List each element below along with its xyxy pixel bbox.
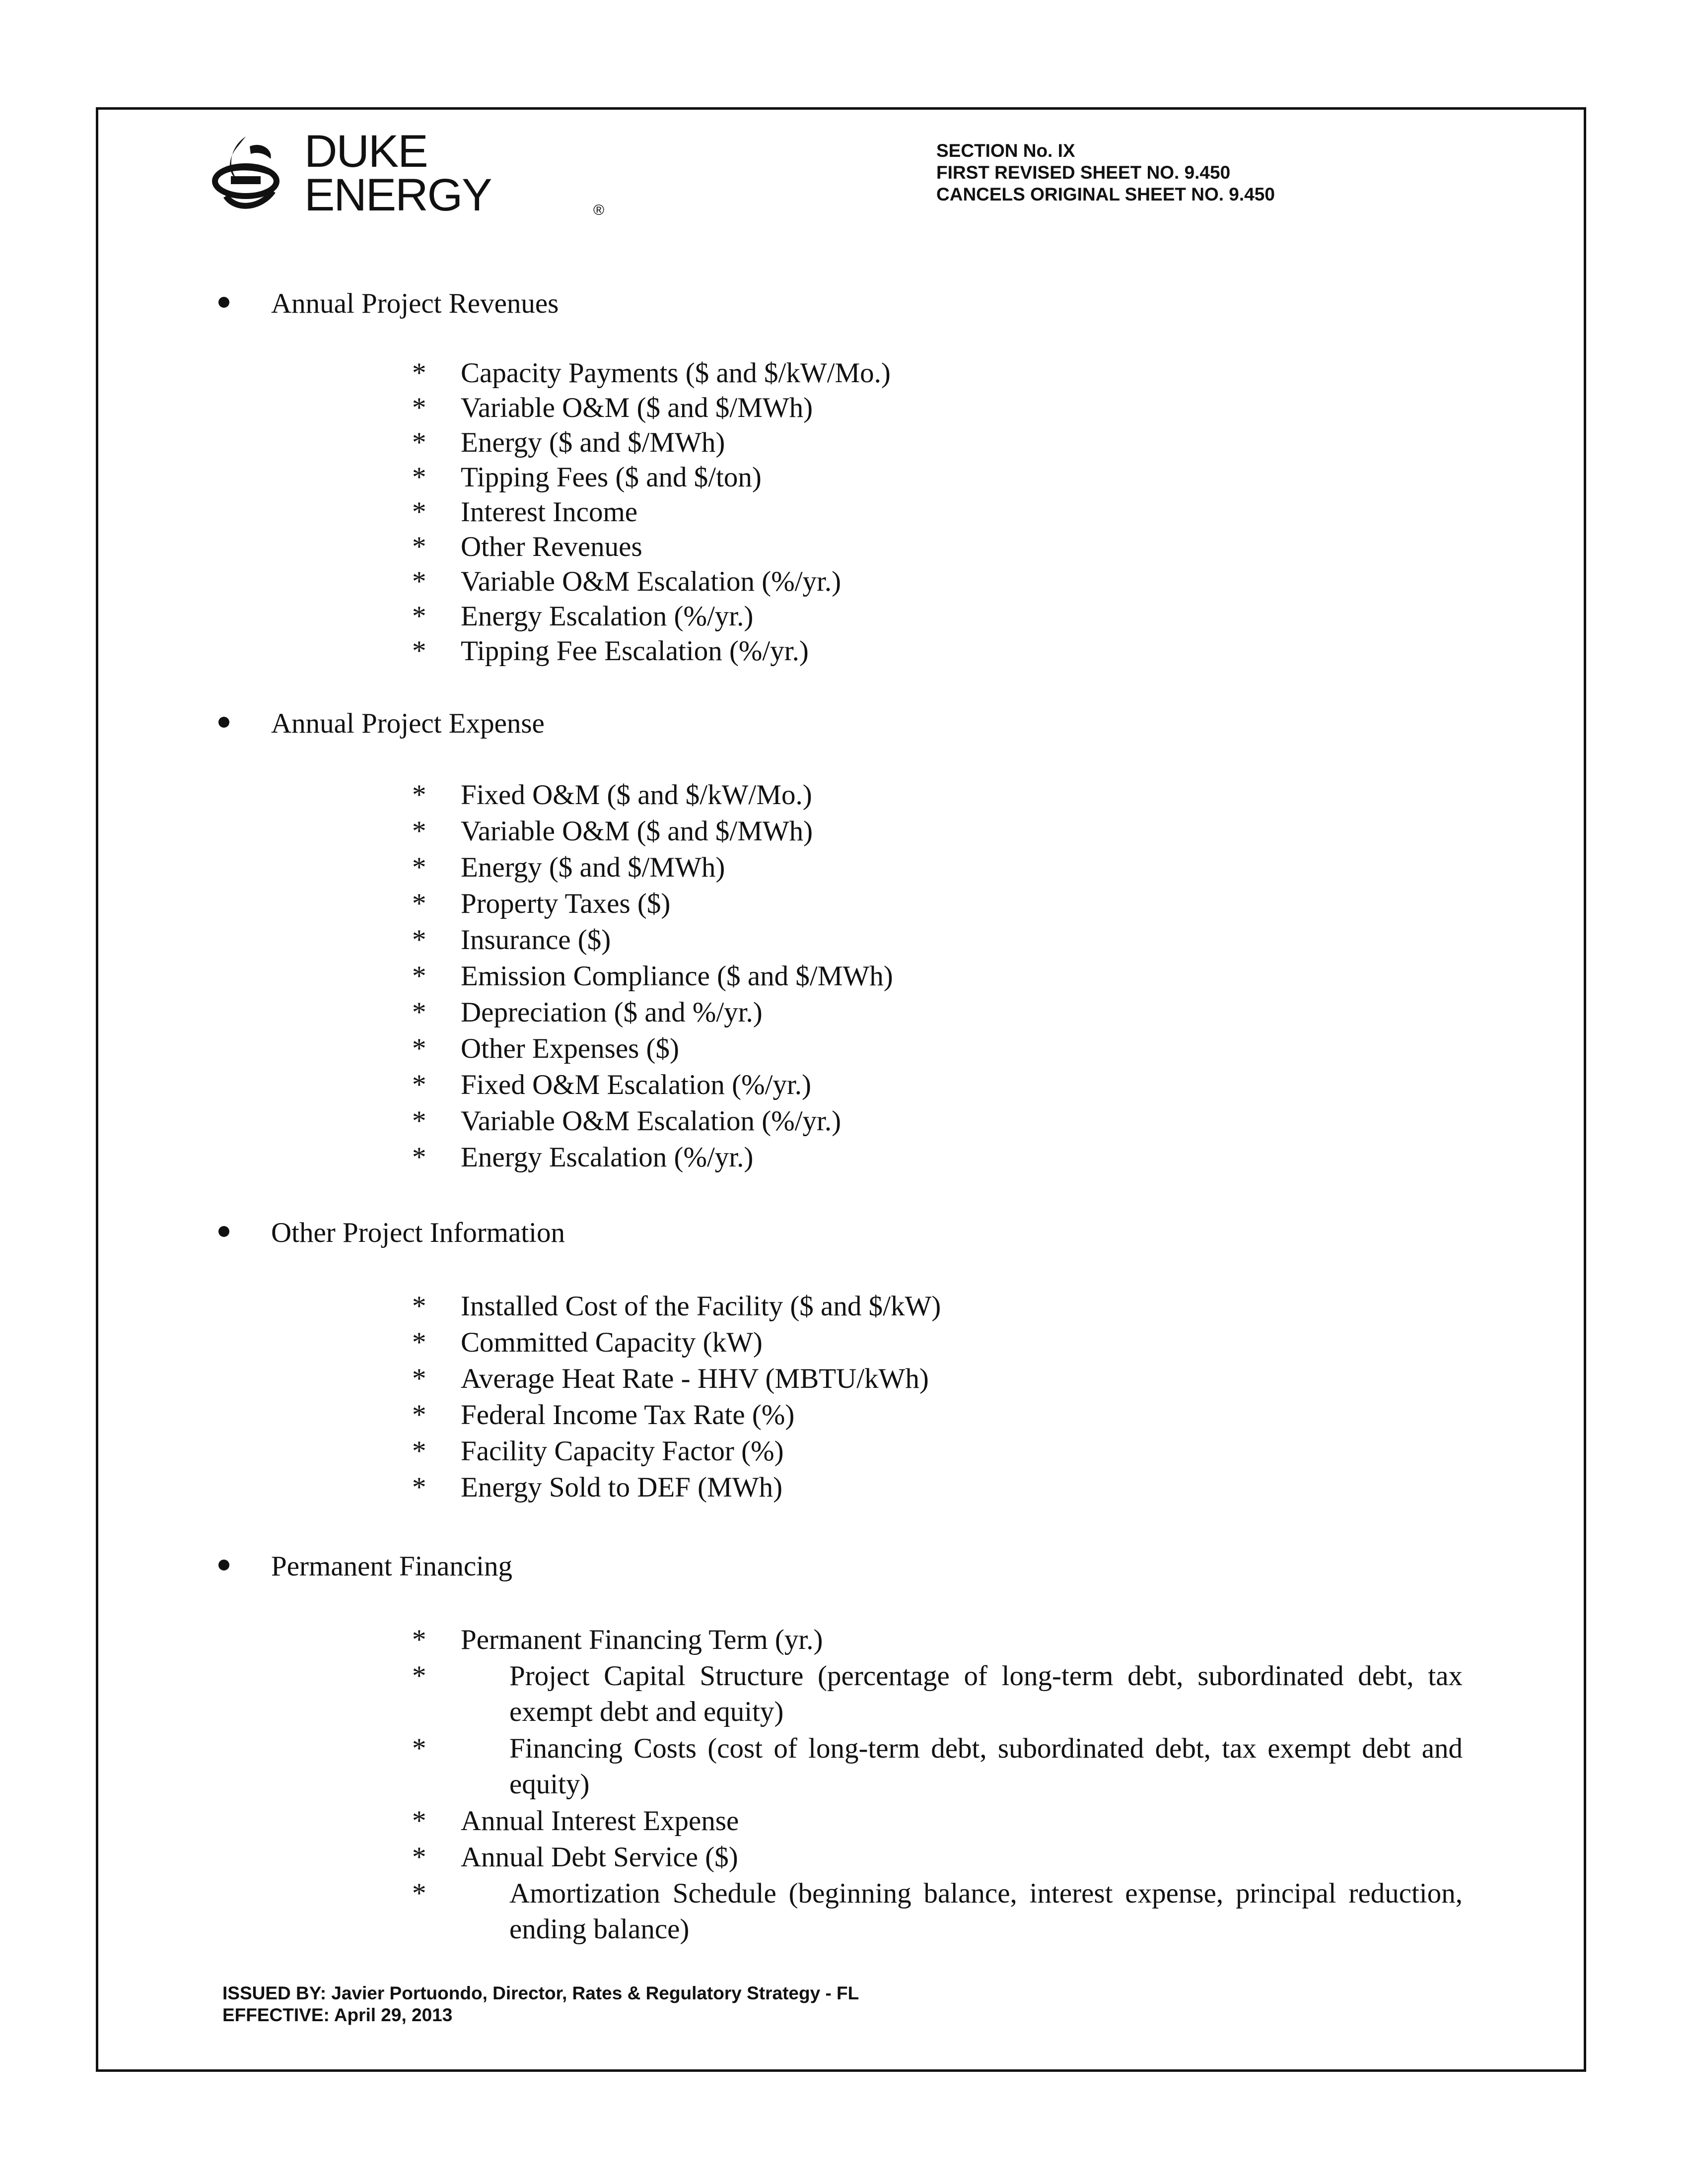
asterisk-marker: * [412, 1291, 426, 1322]
asterisk-marker: * [412, 1069, 426, 1100]
asterisk-marker: * [412, 496, 426, 528]
issued-footer [222, 1982, 859, 2026]
sheet-header [936, 140, 1275, 205]
cancels-sheet-number: CANCELS ORIGINAL SHEET NO. 9.450 [936, 184, 1275, 205]
bullet-dot-icon [218, 297, 229, 308]
asterisk-marker: * [412, 1878, 426, 1909]
bullet-dot-icon [218, 717, 229, 728]
asterisk-marker: * [412, 1105, 426, 1137]
logo-text-energy: ENERGY [304, 170, 491, 220]
asterisk-marker: * [412, 531, 426, 562]
bullet-dot-icon [218, 1226, 229, 1237]
asterisk-marker: * [412, 427, 426, 458]
asterisk-marker: * [412, 924, 426, 956]
asterisk-marker: * [412, 816, 426, 847]
asterisk-marker: * [412, 1805, 426, 1837]
asterisk-marker: * [412, 1327, 426, 1358]
section-number: SECTION No. IX [936, 140, 1075, 161]
duke-energy-flame-icon [211, 127, 285, 216]
asterisk-marker: * [412, 852, 426, 883]
asterisk-marker: * [412, 566, 426, 597]
asterisk-marker: * [412, 1142, 426, 1173]
asterisk-marker: * [412, 357, 426, 389]
asterisk-marker: * [412, 392, 426, 423]
asterisk-marker: * [412, 997, 426, 1028]
asterisk-marker: * [412, 462, 426, 493]
asterisk-marker: * [412, 1624, 426, 1655]
revised-sheet-number: FIRST REVISED SHEET NO. 9.450 [936, 162, 1231, 183]
asterisk-marker: * [412, 1733, 426, 1764]
asterisk-marker: * [412, 1033, 426, 1064]
bullet-dot-icon [218, 1560, 229, 1570]
section-title: Annual Project Expense [271, 708, 545, 739]
asterisk-marker: * [412, 601, 426, 632]
section-title: Annual Project Revenues [271, 288, 559, 319]
issued-by: ISSUED BY: Javier Portuondo, Director, Rates & Regulatory Strategy - FL [222, 1983, 859, 2003]
asterisk-marker: * [412, 960, 426, 992]
asterisk-marker: * [412, 1472, 426, 1503]
section-title: Other Project Information [271, 1217, 565, 1248]
asterisk-marker: * [412, 888, 426, 919]
asterisk-marker: * [412, 1435, 426, 1467]
effective-date: EFFECTIVE: April 29, 2013 [222, 2005, 453, 2025]
asterisk-marker: * [412, 635, 426, 667]
asterisk-marker: * [412, 1363, 426, 1394]
asterisk-marker: * [412, 1842, 426, 1873]
registered-mark: ® [593, 202, 605, 218]
asterisk-marker: * [412, 779, 426, 811]
logo-text-duke: DUKE [304, 126, 427, 177]
asterisk-marker: * [412, 1660, 426, 1692]
asterisk-marker: * [412, 1399, 426, 1431]
duke-energy-logo [211, 126, 605, 221]
section-title: Permanent Financing [271, 1551, 512, 1582]
